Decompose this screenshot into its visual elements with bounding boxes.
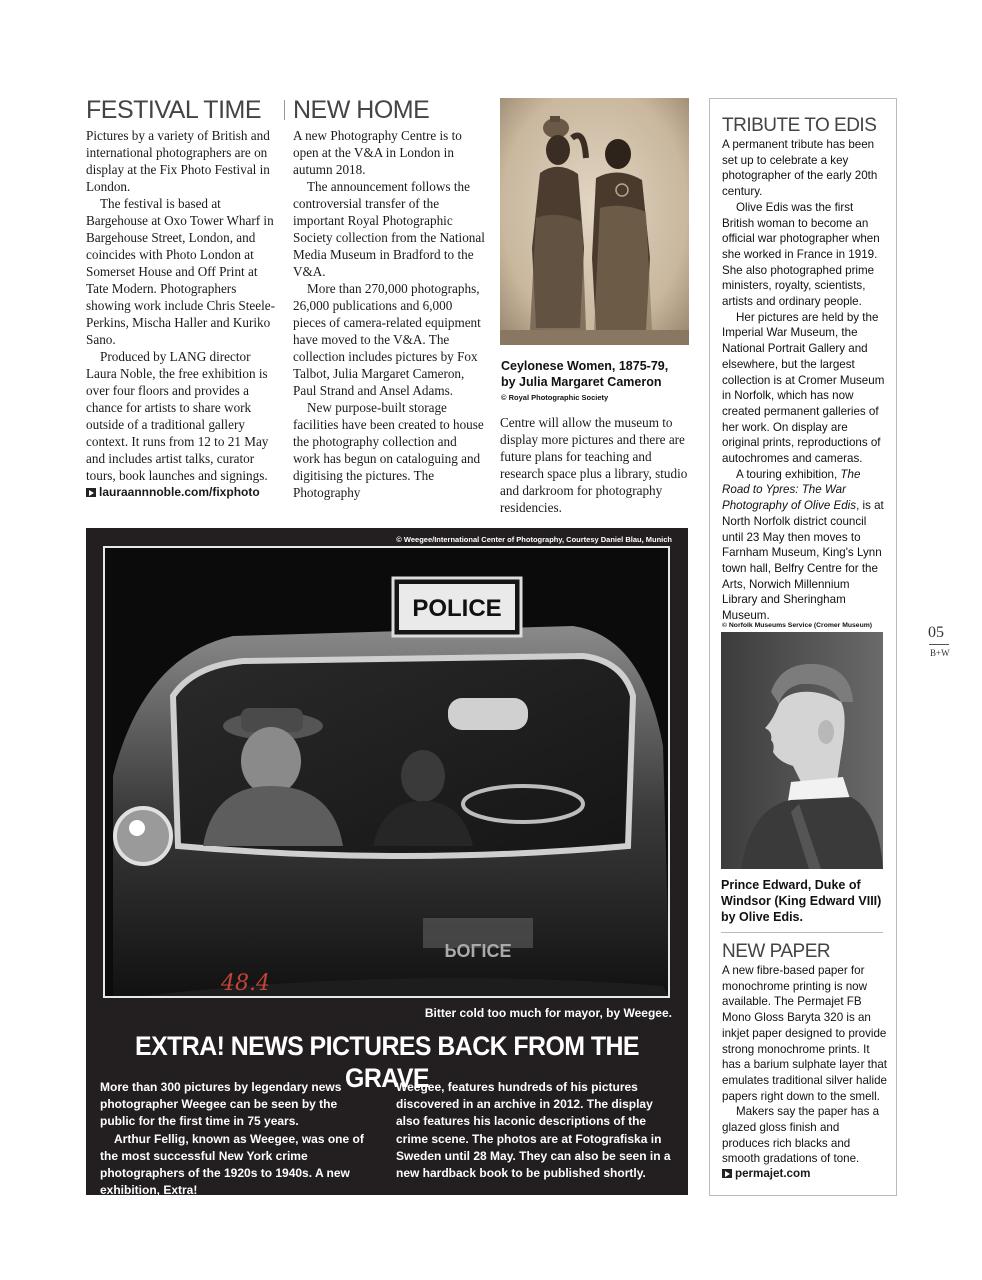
weegee-feature-box (86, 528, 688, 1198)
reflected-sign-text: POLICE (444, 940, 512, 960)
column-divider (284, 100, 285, 120)
weegee-heading: EXTRA! NEWS PICTURES BACK FROM THE GRAVE (135, 1031, 639, 1093)
new-home-paragraph: A new Photography Centre is to open at the V&A in London in autumn 2018. (293, 128, 462, 177)
police-sign-text: POLICE (412, 595, 502, 622)
tribute-paragraph: Her pictures are held by the Imperial War Museum, the National Portrait Gallery and elsewhere, but the largest collection is at Cromer Museum in Norfolk, which has now created permanent galleries of her work. On display are original prints, reproductions of autochromes and cameras. (722, 310, 885, 466)
new-paper-body (722, 963, 887, 1167)
tribute-credit: © Norfolk Museums Service (Cromer Museum) (722, 622, 873, 629)
festival-body (86, 127, 280, 484)
festival-paragraph: Pictures by a variety of British and international photographers are on display at the Fix Photo Festival in London. (86, 128, 270, 194)
weegee-paragraph: Arthur Fellig, known as Weegee, was one of the most successful New York crime photographers of the 1920s to 1940s. A new exhibition, Extra! (100, 1131, 364, 1198)
prince-edward-caption: Prince Edward, Duke of Windsor (King Edward VIII) by Olive Edis. (721, 878, 882, 924)
prince-edward-photo (721, 632, 883, 869)
festival-heading: FESTIVAL TIME (86, 96, 262, 124)
sidebar-divider (721, 932, 883, 933)
new-home-body (293, 127, 486, 501)
tribute-paragraph: Olive Edis was the first British woman to become an official war photographer when she worked in France in 1919. She also photographed prime ministers, royalty, scientists, artists and ordinary people. (722, 200, 880, 309)
festival-paragraph: The festival is based at Bargehouse at Oxo Tower Wharf in Bargehouse Street, London, and coincides with Photo London at Somerset House and Off Print at Tate Modern. Photographers showing work include Chris Steele-Perkins, Mischa Haller and Kuriko Sano. (86, 196, 275, 347)
prince-edward-photo-image (721, 632, 883, 869)
new-paper-link[interactable]: permajet.com (722, 1167, 887, 1180)
new-paper-paragraph: Makers say the paper has a glazed gloss finish and produces rich blacks and smooth gradations of tone. (722, 1105, 880, 1166)
ceylonese-credit: © Royal Photographic Society (501, 393, 609, 402)
new-home-continued: Centre will allow the museum to display more pictures and there are future plans for teaching and research space plus a library, studio and darkroom for photography residencies. (500, 415, 688, 515)
new-paper-paragraph: A new fibre-based paper for monochrome printing is now available. The Permajet FB Mono Gloss Baryta 320 is an inkjet paper designed to provide strong monochrome prints. It has a barium sulphate layer that emulates traditional silver halide papers right down to the smell. (722, 964, 887, 1103)
weegee-photo-image (103, 546, 670, 998)
weegee-photo (103, 546, 670, 998)
new-home-paragraph: The announcement follows the controversial transfer of the important Royal Photographic Society collection from the National Media Museum in Bradford to the V&A. (293, 179, 485, 279)
ceylonese-caption: Ceylonese Women, 1875-79, by Julia Margaret Cameron (501, 359, 669, 389)
new-paper-heading: NEW PAPER (722, 941, 831, 962)
folio-rule (929, 644, 949, 645)
tribute-paragraph: A permanent tribute has been set up to celebrate a key photographer of the early 20th century. (722, 138, 878, 199)
arrow-icon (722, 1169, 732, 1178)
tribute-heading: TRIBUTE TO EDIS (722, 115, 877, 136)
tribute-paragraph: A touring exhibition, The Road to Ypres: The War Photography of Olive Edis, is at North Norfolk district council until 23 May then moves to Farnham Museum, King's Lynn town hall, Belfry Centre for the Arts, Norwich Millennium Library and Sheringham Museum. (722, 467, 884, 623)
festival-section (86, 98, 280, 499)
festival-link[interactable]: lauraannnoble.com/fixphoto (86, 485, 280, 499)
weegee-paragraph: Weegee, features hundreds of his pictures discovered in an archive in 2012. The display also features his laconic descriptions of the crime scene. The photos are at Fotografiska in Sweden until 28 May. They can also be seen in a new hardback book to be published shortly. (396, 1080, 671, 1181)
exhibition-title: The Road to Ypres: The War Photography of Olive Edis (722, 467, 861, 513)
new-paper-section (722, 942, 887, 1180)
arrow-icon (86, 488, 96, 497)
ceylonese-photo-image (500, 98, 689, 345)
new-home-section (293, 98, 486, 501)
weegee-credit: © Weegee/International Center of Photography, Courtesy Daniel Blau, Munich (396, 535, 672, 544)
new-home-paragraph: More than 270,000 photographs, 26,000 publications and 6,000 pieces of camera-related equipment have moved to the V&A. The collection includes pictures by Fox Talbot, Julia Margaret Cameron, Paul Strand and Ansel Adams. (293, 281, 481, 398)
weegee-right-column (396, 1079, 676, 1182)
tribute-body (722, 137, 887, 624)
weegee-paragraph: More than 300 pictures by legendary news photographer Weegee can be seen by the public for the first time in 75 years. (100, 1080, 342, 1129)
new-home-paragraph: New purpose-built storage facilities have been created to house the photography collection and work has begun on cataloguing and digitising the pictures. The Photography (293, 400, 484, 500)
new-home-heading: NEW HOME (293, 96, 430, 124)
handwritten-number: 48.4 (221, 971, 270, 996)
weegee-caption: Bitter cold too much for mayor, by Weegee. (424, 1006, 672, 1020)
tribute-section (722, 116, 887, 624)
weegee-left-column (100, 1079, 375, 1199)
magazine-mark: B+W (930, 648, 950, 658)
page-number: 05 (928, 624, 944, 641)
festival-paragraph: Produced by LANG director Laura Noble, the free exhibition is over four floors and provides a chance for artists to share work outside of a traditional gallery context. It runs from 12 to 21 May and includes artist talks, curator tours, book launches and signings. (86, 349, 269, 483)
ceylonese-photo (500, 98, 689, 345)
